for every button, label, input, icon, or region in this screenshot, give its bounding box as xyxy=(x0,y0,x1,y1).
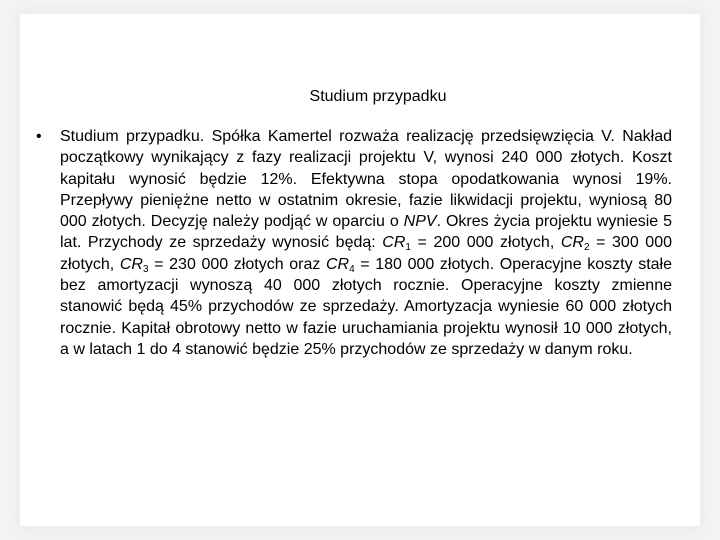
italic-text: CR xyxy=(119,255,143,273)
bullet-icon: • xyxy=(36,128,42,145)
bullet-item xyxy=(36,126,672,360)
subscript-text: 4 xyxy=(349,263,355,275)
paragraph-text: . Okres życia projektu wyniesie 5 lat. Przychody ze sprzedaży wynosić będą: xyxy=(60,213,673,252)
subscript-text: 2 xyxy=(583,242,590,254)
italic-text: CR xyxy=(325,255,350,273)
paragraph-text: Studium przypadku. Spółka Kamertel rozważa realizację przedsięwzięcia V. Nakład początkowy wynikający z fazy realizacji projektu V, wynosi 240 000 złotych. Koszt kapitału wynosić będzie 12%. Efektywna stopa opodatkowania wynosi 19%. Przepływy pieniężne netto w ostatnim okresie, fazie likwidacji projektu, wyniosą 80 000 złotych. Decyzję należy podjąć w oparciu o xyxy=(60,128,672,231)
paragraph-text: = 200 000 złotych, xyxy=(410,234,561,252)
paragraph-text: = 230 000 złotych oraz xyxy=(148,255,326,273)
slide-content xyxy=(36,126,672,360)
italic-text: CR xyxy=(560,234,584,252)
italic-text: NPV xyxy=(403,213,437,231)
case-study-paragraph xyxy=(60,126,672,360)
slide-title: Studium przypadku xyxy=(309,88,447,105)
italic-text: CR xyxy=(382,234,406,252)
subscript-text: 3 xyxy=(142,263,149,275)
slide xyxy=(20,14,700,526)
paragraph-text: = 180 000 złotych. Operacyjne koszty stałe bez amortyzacji wynoszą 40 000 złotych rocznie. Operacyjne koszty zmienne stanowić będą 45% przychodów ze sprzedaży. Amortyzacja wyniesie 60 000 złotych rocznie. Kapitał obrotowy netto w fazie uruchamiania projektu wynosił 10 000 złotych, a w latach 1 do 4 stanowić będzie 25% przychodów ze sprzedaży w danym roku. xyxy=(60,255,673,358)
subscript-text: 1 xyxy=(405,242,411,254)
paragraph-text: = 300 000 złotych, xyxy=(60,234,673,273)
